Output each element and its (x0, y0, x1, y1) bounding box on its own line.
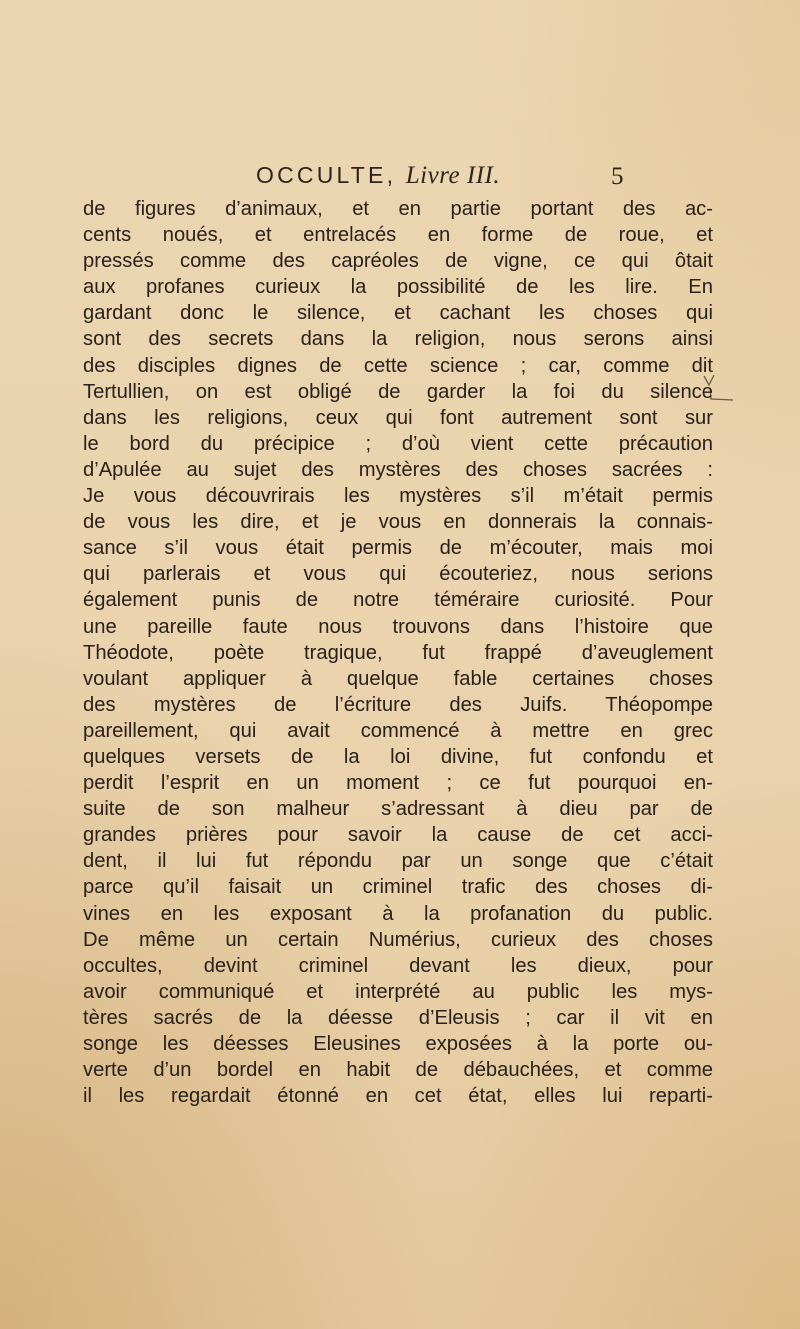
text-line: de vous les dire, et je vous en donnerais la connais- (83, 511, 713, 534)
text-line: le bord du précipice ; d’où vient cette précaution (83, 432, 713, 455)
text-line: Je vous découvrirais les mystères s’il m’était permis (83, 485, 713, 508)
text-line: il les regardait étonné en cet état, elles lui reparti- (83, 1085, 713, 1108)
text-line: aux profanes curieux la possibilité de les lire. En (83, 276, 713, 299)
text-line: d’Apulée au sujet des mystères des choses sacrées : (83, 458, 713, 481)
text-line: avoir communiqué et interprété au public les mys- (83, 980, 713, 1003)
text-line: perdit l’esprit en un moment ; ce fut pourquoi en- (83, 772, 713, 795)
running-header (0, 160, 800, 200)
running-title-book: Livre III. (405, 162, 501, 189)
body-text (83, 196, 713, 1109)
text-line: grandes prières pour savoir la cause de cet acci- (83, 824, 713, 847)
text-line: dans les religions, ceux qui font autrement sont sur (83, 406, 713, 429)
text-line: De même un certain Numérius, curieux des choses (83, 928, 713, 951)
text-line: sont des secrets dans la religion, nous serons ainsi (83, 328, 713, 351)
text-line: pareillement, qui avait commencé à mettre en grec (83, 719, 713, 742)
text-line: Tertullien, on est obligé de garder la foi du silence (83, 380, 713, 403)
text-line: parce qu’il faisait un criminel trafic des choses di- (83, 876, 713, 899)
text-line: qui parlerais et vous qui écouteriez, nous serions (83, 563, 713, 586)
text-line: cents noués, et entrelacés en forme de roue, et (83, 224, 713, 247)
text-line: sance s’il vous était permis de m’écouter, mais moi (83, 537, 713, 560)
text-line: voulant appliquer à quelque fable certaines choses (83, 667, 713, 690)
text-line: Théodote, poète tragique, fut frappé d’aveuglement (83, 641, 713, 664)
text-line: également punis de notre téméraire curiosité. Pour (83, 589, 713, 612)
text-line: occultes, devint criminel devant les dieux, pour (83, 954, 713, 977)
text-line: une pareille faute nous trouvons dans l’histoire que (83, 615, 713, 638)
text-line: des disciples dignes de cette science ; car, comme dit (83, 354, 713, 377)
text-line: pressés comme des capréoles de vigne, ce qui ôtait (83, 250, 713, 273)
text-line: gardant donc le silence, et cachant les choses qui (83, 302, 713, 325)
running-title-section: OCCULTE, (256, 162, 397, 188)
text-line: dent, il lui fut répondu par un songe que c’était (83, 850, 713, 873)
text-line: suite de son malheur s’adressant à dieu par de (83, 798, 713, 821)
text-line: tères sacrés de la déesse d’Eleusis ; car il vit en (83, 1006, 713, 1029)
page-number: 5 (611, 163, 624, 190)
text-line: songe les déesses Eleusines exposées à la porte ou- (83, 1033, 713, 1055)
running-title (256, 162, 500, 190)
text-line: verte d’un bordel en habit de débauchées, et comme (83, 1059, 713, 1082)
text-line: de figures d’animaux, et en partie portant des ac- (83, 198, 713, 220)
text-line: vines en les exposant à la profanation du public. (83, 902, 713, 925)
text-line: quelques versets de la loi divine, fut confondu et (83, 745, 713, 768)
text-line: des mystères de l’écriture des Juifs. Théopompe (83, 693, 713, 716)
